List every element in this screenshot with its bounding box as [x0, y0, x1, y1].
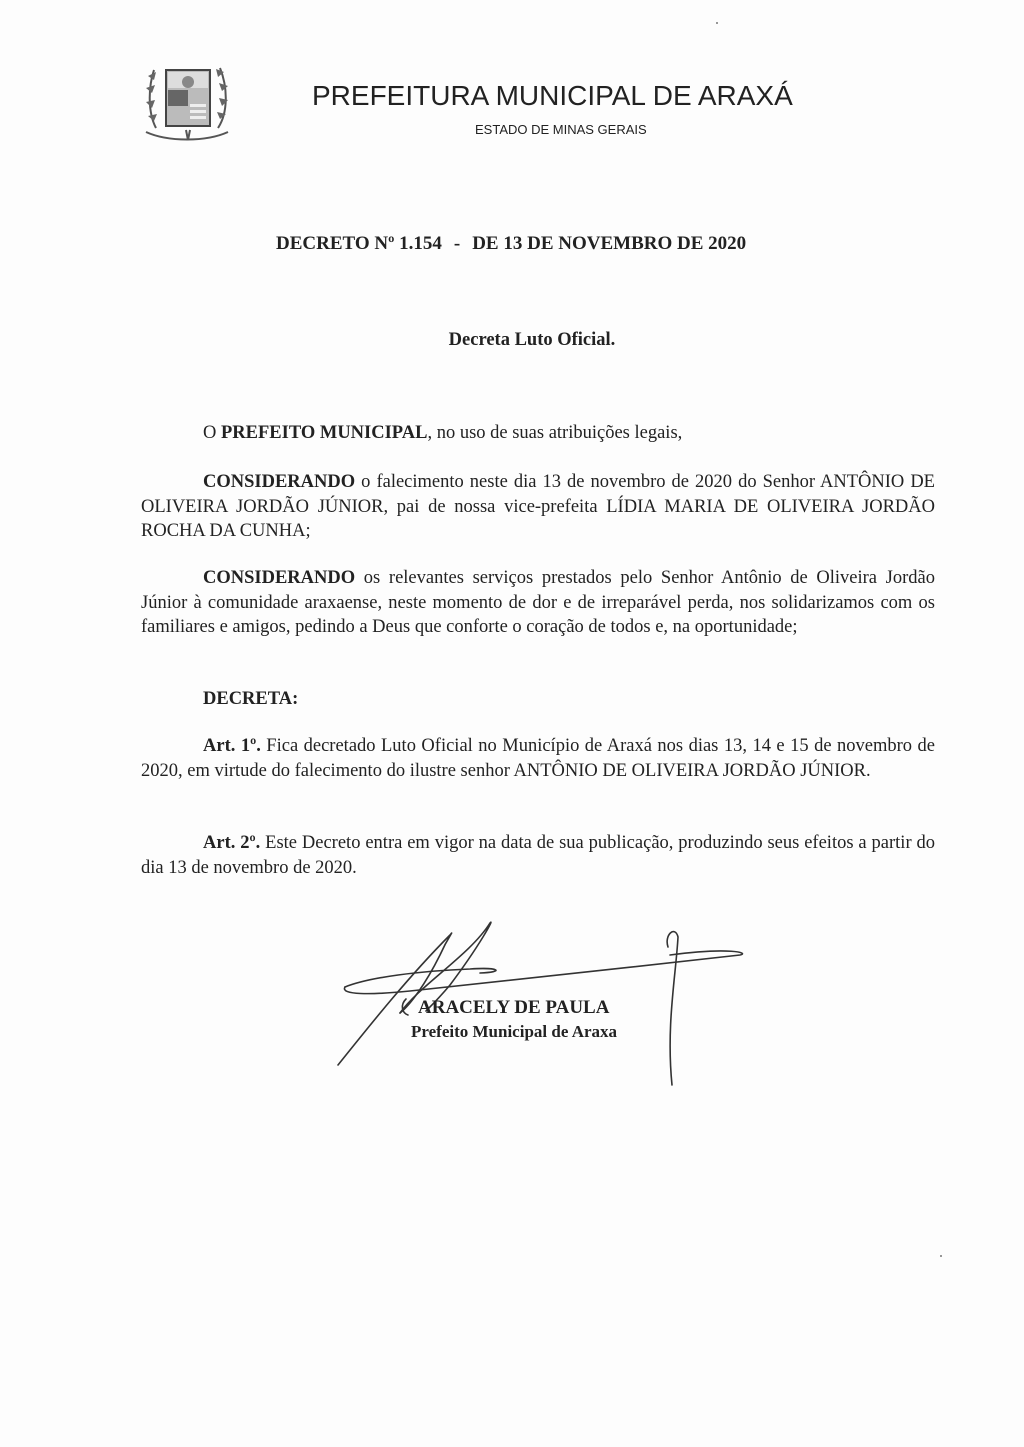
- considerando-1-bold: CONSIDERANDO: [203, 472, 356, 492]
- decreta-label: DECRETA:: [203, 689, 299, 709]
- institution-subtitle: ESTADO DE MINAS GERAIS: [475, 122, 647, 137]
- decree-number: DECRETO Nº 1.154: [276, 233, 442, 254]
- institution-title: PREFEITURA MUNICIPAL DE ARAXÁ: [312, 80, 793, 111]
- considerando-2-paragraph: [141, 566, 935, 640]
- preamble-paragraph: [141, 421, 935, 446]
- heading-separator: -: [453, 233, 461, 254]
- article-2-paragraph: [141, 831, 935, 880]
- preamble-bold: PREFEITO MUNICIPAL: [221, 423, 428, 443]
- article-2-text: Este Decreto entra em vigor na data de sua publicação, produzindo seus efeitos a partir do dia 13 de novembro de 2020.: [141, 833, 936, 878]
- signatory-role: Prefeito Municipal de Araxa: [411, 1022, 618, 1041]
- preamble-lead: O: [203, 423, 221, 443]
- signatory-name: ARACELY DE PAULA: [418, 997, 610, 1018]
- scan-speck: [940, 1255, 942, 1257]
- coat-of-arms-icon: [138, 58, 236, 144]
- decreta-heading: [141, 687, 935, 712]
- preamble-rest: , no uso de suas atribuições legais,: [427, 423, 683, 443]
- scan-speck: [716, 22, 718, 24]
- decree-heading: [276, 233, 746, 255]
- considerando-1-paragraph: [141, 470, 935, 544]
- article-1-label: Art. 1º.: [203, 736, 261, 756]
- article-1-text: Fica decretado Luto Oficial no Município de Araxá nos dias 13, 14 e 15 de novembro de 2020, em virtude do falecimento do ilustre senhor ANTÔNIO DE OLIVEIRA JORDÃO JÚNIOR.: [141, 736, 935, 781]
- decree-date: DE 13 DE NOVEMBRO DE 2020: [472, 233, 747, 254]
- article-2-label: Art. 2º.: [203, 833, 261, 853]
- considerando-2-text: os relevantes serviços prestados pelo Senhor Antônio de Oliveira Jordão Júnior à comunidade araxaense, neste momento de dor e de irreparável perda, nos solidarizamos com os familiares e amigos, pedindo a Deus que conforte o coração de todos e, na oportunidade;: [141, 568, 935, 637]
- considerando-1-text: o falecimento neste dia 13 de novembro de 2020 do Senhor ANTÔNIO DE OLIVEIRA JORDÃO JÚNIOR, pai de nossa vice-prefeita LÍDIA MARIA DE OLIVEIRA JORDÃO ROCHA DA CUNHA;: [141, 472, 935, 541]
- decree-ementa: Decreta Luto Oficial.: [448, 330, 616, 350]
- article-1-paragraph: [141, 734, 935, 783]
- considerando-2-bold: CONSIDERANDO: [203, 568, 356, 588]
